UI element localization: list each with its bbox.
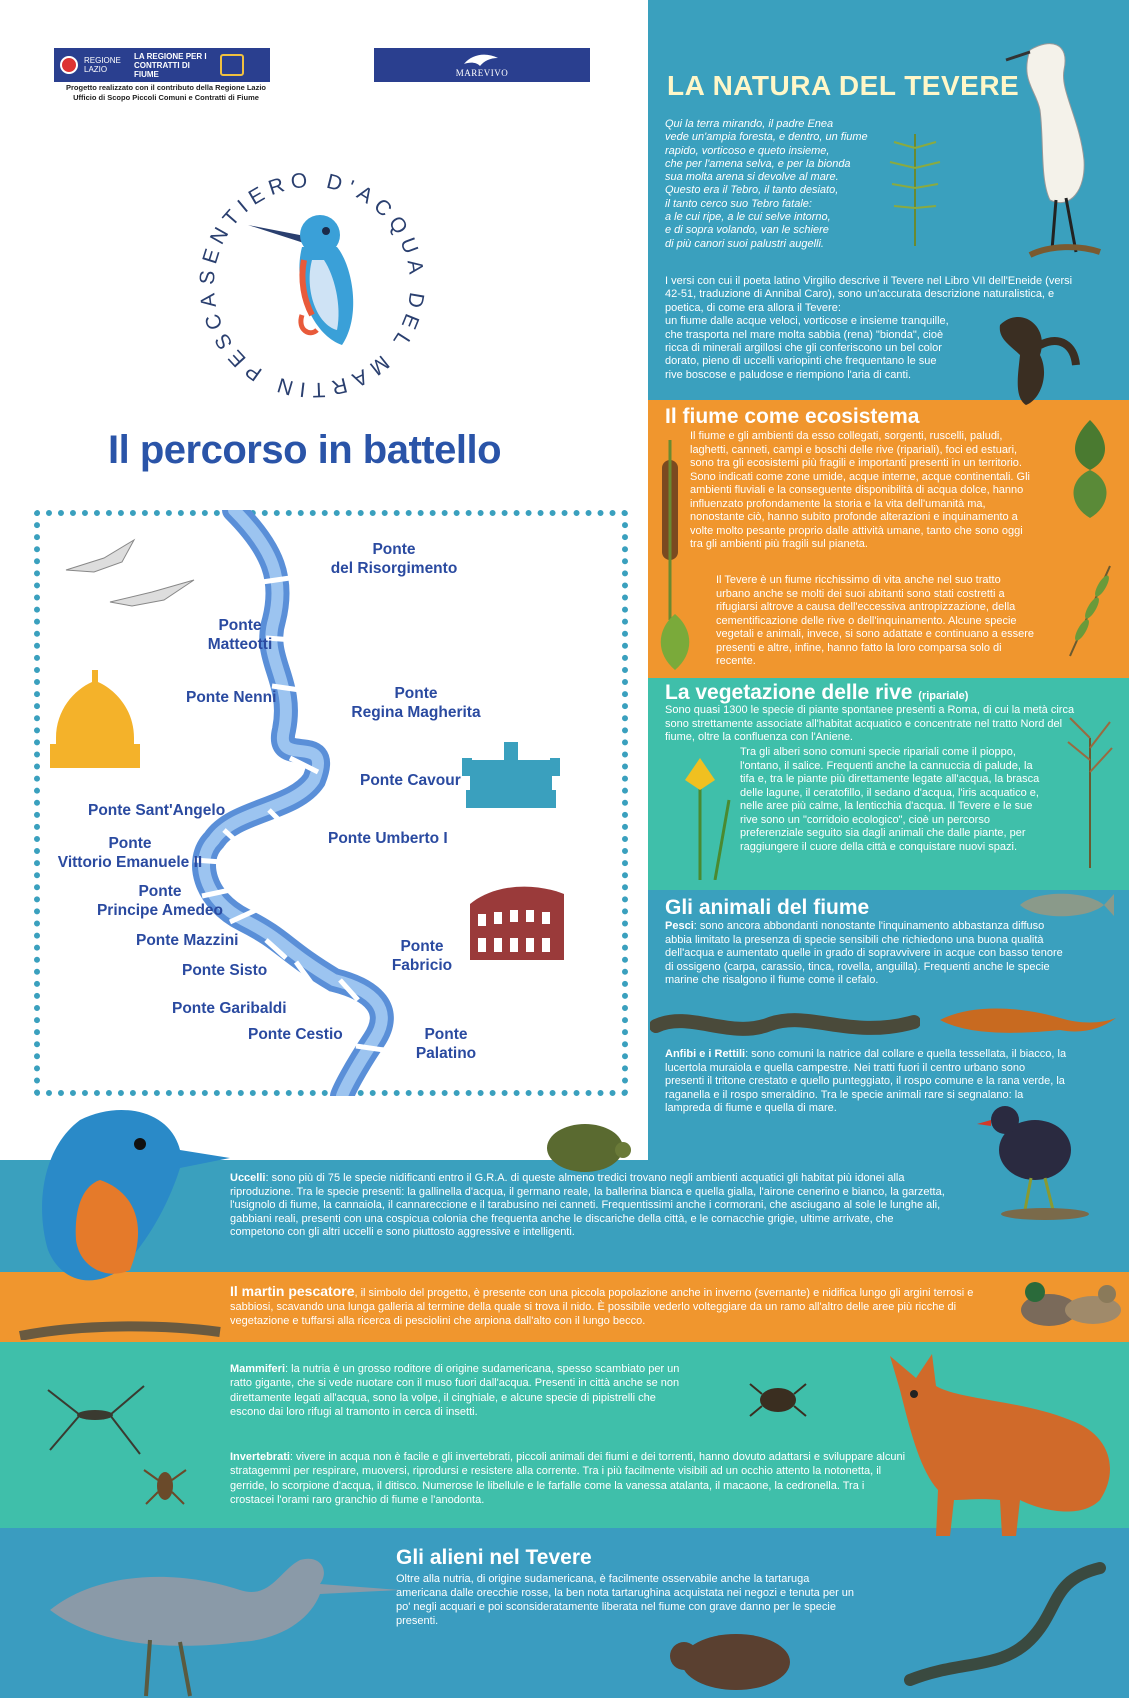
uccelli-label: Uccelli bbox=[230, 1172, 266, 1184]
pesci-label: Pesci bbox=[665, 920, 694, 932]
vegetazione-text-1: Sono quasi 1300 le specie di piante spontanee presenti a Roma, di cui la metà circa sono strettamente associate all'habitat acquatico e concentrate nel tratto Nord del fiume, oltre la confluenza con l'Aniene. bbox=[665, 704, 1075, 743]
cormorant-icon bbox=[990, 305, 1080, 415]
mammiferi-label: Mammiferi bbox=[230, 1363, 286, 1375]
egret-icon bbox=[1000, 30, 1110, 270]
vegetazione-title-small: (ripariale) bbox=[918, 690, 969, 702]
bridge-label: Ponte del Risorgimento bbox=[330, 541, 458, 577]
marevivo-logo: MAREVIVO bbox=[374, 48, 590, 82]
bridge-label: Ponte Principe Amedeo bbox=[96, 883, 224, 919]
vegetazione-text-2: Tra gli alberi sono comuni specie ripariali come il pioppo, l'ontano, il salice. Frequenti anche la cannuccia di palude, la tifa e, tra le piante più direttamente legate all'acqua, la brasca delle lagune, il ceratofillo, il sedano d'acqua, l'iris acquatico e, nelle aree più calme, la lenticchia d'acqua. Il Tevere e le sue rive sono un "corridoio ecologico", cioè un percorso preferenziale seguito sia dagli animali che dalle piante, per raggiungere il cuore della città e conquistare nuovi spazi. bbox=[740, 746, 1040, 853]
alieni-text: Oltre alla nutria, di origine sudamericana, è facilmente osservabile anche la tartaruga americana dalle orecchie rosse, la ben nota tartarughina acquistata nei negozi e tenuta per un po' negli acquari e poi sconsideratamente liberata nel fiume con grave danno per le specie presenti. bbox=[396, 1573, 855, 1627]
bridge-label: Ponte Matteotti bbox=[207, 617, 273, 653]
bridge-label: Ponte Sant'Angelo bbox=[88, 802, 226, 819]
pesci-text bbox=[665, 920, 1070, 988]
ecosistema-text-2: Il Tevere è un fiume ricchissimo di vita anche nel suo tratto urbano anche se molti dei suoi abitanti sono stati costretti a rifugiarsi altrove a causa dell'eccessiva antropizzazione, della cementificazione delle rive o dell'inquinamento. Alcune specie vegetali e animali, invece, si sono adattate e continuano a essere presenti e altre, infine, hanno fatto la loro comparsa solo di recente. bbox=[716, 574, 1034, 667]
badge-ring-text: SENTIERO D'ACQUA DEL MARTIN PESCA bbox=[195, 168, 429, 402]
fish-icon bbox=[1016, 888, 1116, 922]
natura-title: LA NATURA DEL TEVERE bbox=[667, 70, 1020, 101]
turtle-icon bbox=[535, 1110, 635, 1180]
bridge-label: Ponte Palatino bbox=[415, 1026, 477, 1062]
bridge-label: Ponte Fabricio bbox=[391, 938, 453, 974]
heron-icon bbox=[20, 1530, 400, 1698]
ecosistema-title: Il fiume come ecosistema bbox=[665, 405, 920, 428]
bridge-label: Ponte Regina Magherita bbox=[351, 685, 481, 721]
animali-title: Gli animali del fiume bbox=[665, 896, 870, 919]
ducks-icon bbox=[1015, 1270, 1125, 1334]
vegetazione-title-text: La vegetazione delle rive bbox=[665, 681, 913, 704]
reed-icon bbox=[1060, 708, 1120, 868]
invertebrati-label: Invertebrati bbox=[230, 1451, 290, 1463]
bridge-label: Ponte Sisto bbox=[182, 962, 268, 979]
vegetazione-title bbox=[665, 681, 968, 705]
newt-icon bbox=[930, 994, 1120, 1044]
natura-text: I versi con cui il poeta latino Virgilio descrive il Tevere nel Libro VII dell'Eneide (versi 42-51, traduzione di Annibal Caro), sono un'accurata descrizione naturalistica, e poetica, di come era allora il Tevere: un fiume dalle acque veloci, vorticose e insieme tranquille, che trasporta nel mare molta sabbia (rena) "bionda", cioè ricca di minerali argillosi che gli conferiscono un bel color dorato, pieno di uccelli variopinti che frequentano le sue rive boscose e paludose e riempiono l'aria di canti. bbox=[665, 275, 1073, 381]
alieni-title: Gli alieni nel Tevere bbox=[396, 1546, 592, 1569]
poplar-leaf-icon bbox=[650, 610, 700, 680]
eel-icon bbox=[900, 1560, 1110, 1690]
mammiferi-body: : la nutria è un grosso roditore di origine sudamericana, spesso scambiato per un ratto gigante, che si vede nuotare con il muso fuori dall'acqua. Presenti in città anche se non direttamente legati all'acqua, sono la volpe, il cinghiale, e alcune specie di pipistrelli che escono dai loro rifugi al tramonto in cerca di insetti. bbox=[230, 1363, 680, 1419]
regione-lazio-logo: REGIONE LAZIO LA REGIONE PER I CONTRATTI DI FIUME bbox=[54, 48, 270, 82]
martin-label: Il martin pescatore bbox=[230, 1283, 355, 1299]
pesci-body: : sono ancora abbondanti nonostante l'inquinamento abbastanza diffuso abbia limitato la presenza di specie sensibili che richiedono una buona qualità dell'acqua e aumentato quelle in grado di sopravvivere in acque con basso tenore di ossigeno (carpa, carassio, tinca, rovella, anguilla). Frequenti anche le specie marine che risalgono il fiume come il cefalo. bbox=[665, 920, 1063, 986]
uccelli-body: : sono più di 75 le specie nidificanti entro il G.R.A. di queste almeno tredici trovano negli ambienti acquatici gli habitat più idonei alla riproduzione. Tra le specie presenti: la gallinella d'acqua, il germano reale, la ballerina bianca e quella gialla, l'airone cenerino e bianco, la garzetta, l'usignolo di fiume, la cannaiola, il cannareccione e il tarabusino nei canneti. Frequentissimi anche i cormorani, che asciugano al sole le lunghe ali, gabbiani reali, presenti con una cospicua colonia che frequenta anche le discariche della città, e le cornacchie grigie, ultime arrivate, che competono con gli altri uccelli e sono piuttosto aggressive e intelligenti. bbox=[230, 1172, 945, 1238]
uccelli-text bbox=[230, 1172, 950, 1240]
ecosistema-text-1: Il fiume e gli ambienti da esso collegati, sorgenti, ruscelli, paludi, laghetti, canneti, campi e boschi delle rive (ripariali), foci ed estuari, sono tra gli ecosistemi più fragili e importanti presenti in un territorio. Sono indicati come zone umide, acque interne, acque continentali. Gli ambienti fluviali e la conseguente disponibilità di acqua dolce, hanno influenzato profondamente la storia e la vita dell'umanità ma, nonostante ciò, hanno subito profonde alterazioni e inquinamento a volte molto pesante proprio dalle attività umane, tanto che sono oggi tra gli ambienti più fragili sul pianeta. bbox=[690, 430, 1030, 550]
bridge-label: Ponte Mazzini bbox=[136, 932, 239, 949]
cattail-icon bbox=[650, 440, 690, 620]
bridge-label: Ponte Cestio bbox=[248, 1026, 343, 1043]
moorhen-icon bbox=[975, 1080, 1095, 1220]
invertebrati-text bbox=[230, 1450, 910, 1508]
virgilio-poem: Qui la terra mirando, il padre Enea vede un'ampia foresta, e dentro, un fiume rapido, vorticoso e queto insieme, che per l'amena selva, e per la bionda sua molta arena si devolve al mare. Questo era il Tebro, il tanto desiato, il tanto cerco suo Tebro fatale: a le cui ripe, a le cui selve intorno, e di sopra volando, van le schiere di più canori suoi palustri augelli. bbox=[665, 118, 868, 250]
anfibi-body: : sono comuni la natrice dal collare e quella tessellata, il biacco, la lucertola muraiola e quella campestre. Nei tratti fuori il centro urbano sono presenti il tritone crestato e quello punteggiato, il rospo comune e la rana verde, la raganella e il rospo smeraldino. Tra le specie animali rare si segnalano: la lampreda di fiume e quella di mare. bbox=[665, 1048, 1067, 1115]
bridge-label: Ponte Umberto I bbox=[328, 830, 448, 847]
water-scorpion-icon bbox=[140, 1456, 190, 1516]
project-credit: Progetto realizzato con il contributo della Regione Lazio Ufficio di Scopo Piccoli Comuni e Contratti di Fiume bbox=[65, 83, 267, 102]
plant-icon bbox=[880, 128, 950, 248]
snake-icon bbox=[650, 1006, 920, 1044]
kingfisher-illustration-icon bbox=[0, 1100, 230, 1340]
water-strider-icon bbox=[40, 1370, 150, 1460]
fox-icon bbox=[870, 1350, 1120, 1540]
nutria-icon bbox=[662, 1620, 802, 1698]
willow-leaf-icon bbox=[1060, 560, 1120, 660]
bridge-label: Ponte Nenni bbox=[186, 689, 277, 706]
martin-body: , il simbolo del progetto, è presente con una piccola popolazione anche in inverno (svernante) e nidifica lungo gli argini terrosi e sabbiosi, scavando una lunga galleria al termine della quale si trova il nido. È possibile vederlo volteggiare da un ramo all'altro delle aree più ricche di vegetazione e tuffarsi alla ricerca di pesciolini che arpiona dall'alto con il lungo becco. bbox=[230, 1287, 974, 1327]
bridge-label: Ponte Vittorio Emanuele II bbox=[57, 835, 203, 871]
invertebrati-body: : vivere in acqua non è facile e gli invertebrati, piccoli animali dei fiumi e dei torrenti, hanno dovuto adattarsi e sviluppare alcuni stratagemmi per respirare, muoversi, riprodursi e resistere alla corrente. Tra i più facilmente visibili ad un occhio attento la notonetta, il gerride, lo scorpione d'acqua, il ditisco. Numerose le libellule e le farfalle come la vanessa atalanta, il macaone, la cedronella. Tra i crostacei l'orami raro granchio di fiume e l'anodonta. bbox=[230, 1451, 906, 1507]
sentiero-badge bbox=[192, 165, 432, 405]
anfibi-label: Anfibi e i Rettili bbox=[665, 1048, 746, 1060]
martin-text bbox=[230, 1284, 995, 1328]
seagulls-icon bbox=[66, 540, 194, 606]
bridge-label: Ponte Garibaldi bbox=[172, 1000, 287, 1017]
bridge-label: Ponte Cavour bbox=[360, 772, 461, 789]
kingfisher-logo-icon bbox=[248, 215, 353, 345]
colosseum-icon bbox=[470, 887, 564, 960]
st-peters-dome-icon bbox=[50, 670, 140, 768]
beetle-icon bbox=[748, 1374, 808, 1424]
iris-icon bbox=[665, 750, 735, 880]
leaf-icon bbox=[1060, 420, 1120, 520]
page-title: Il percorso in battello bbox=[108, 428, 502, 472]
mammiferi-text bbox=[230, 1362, 690, 1420]
